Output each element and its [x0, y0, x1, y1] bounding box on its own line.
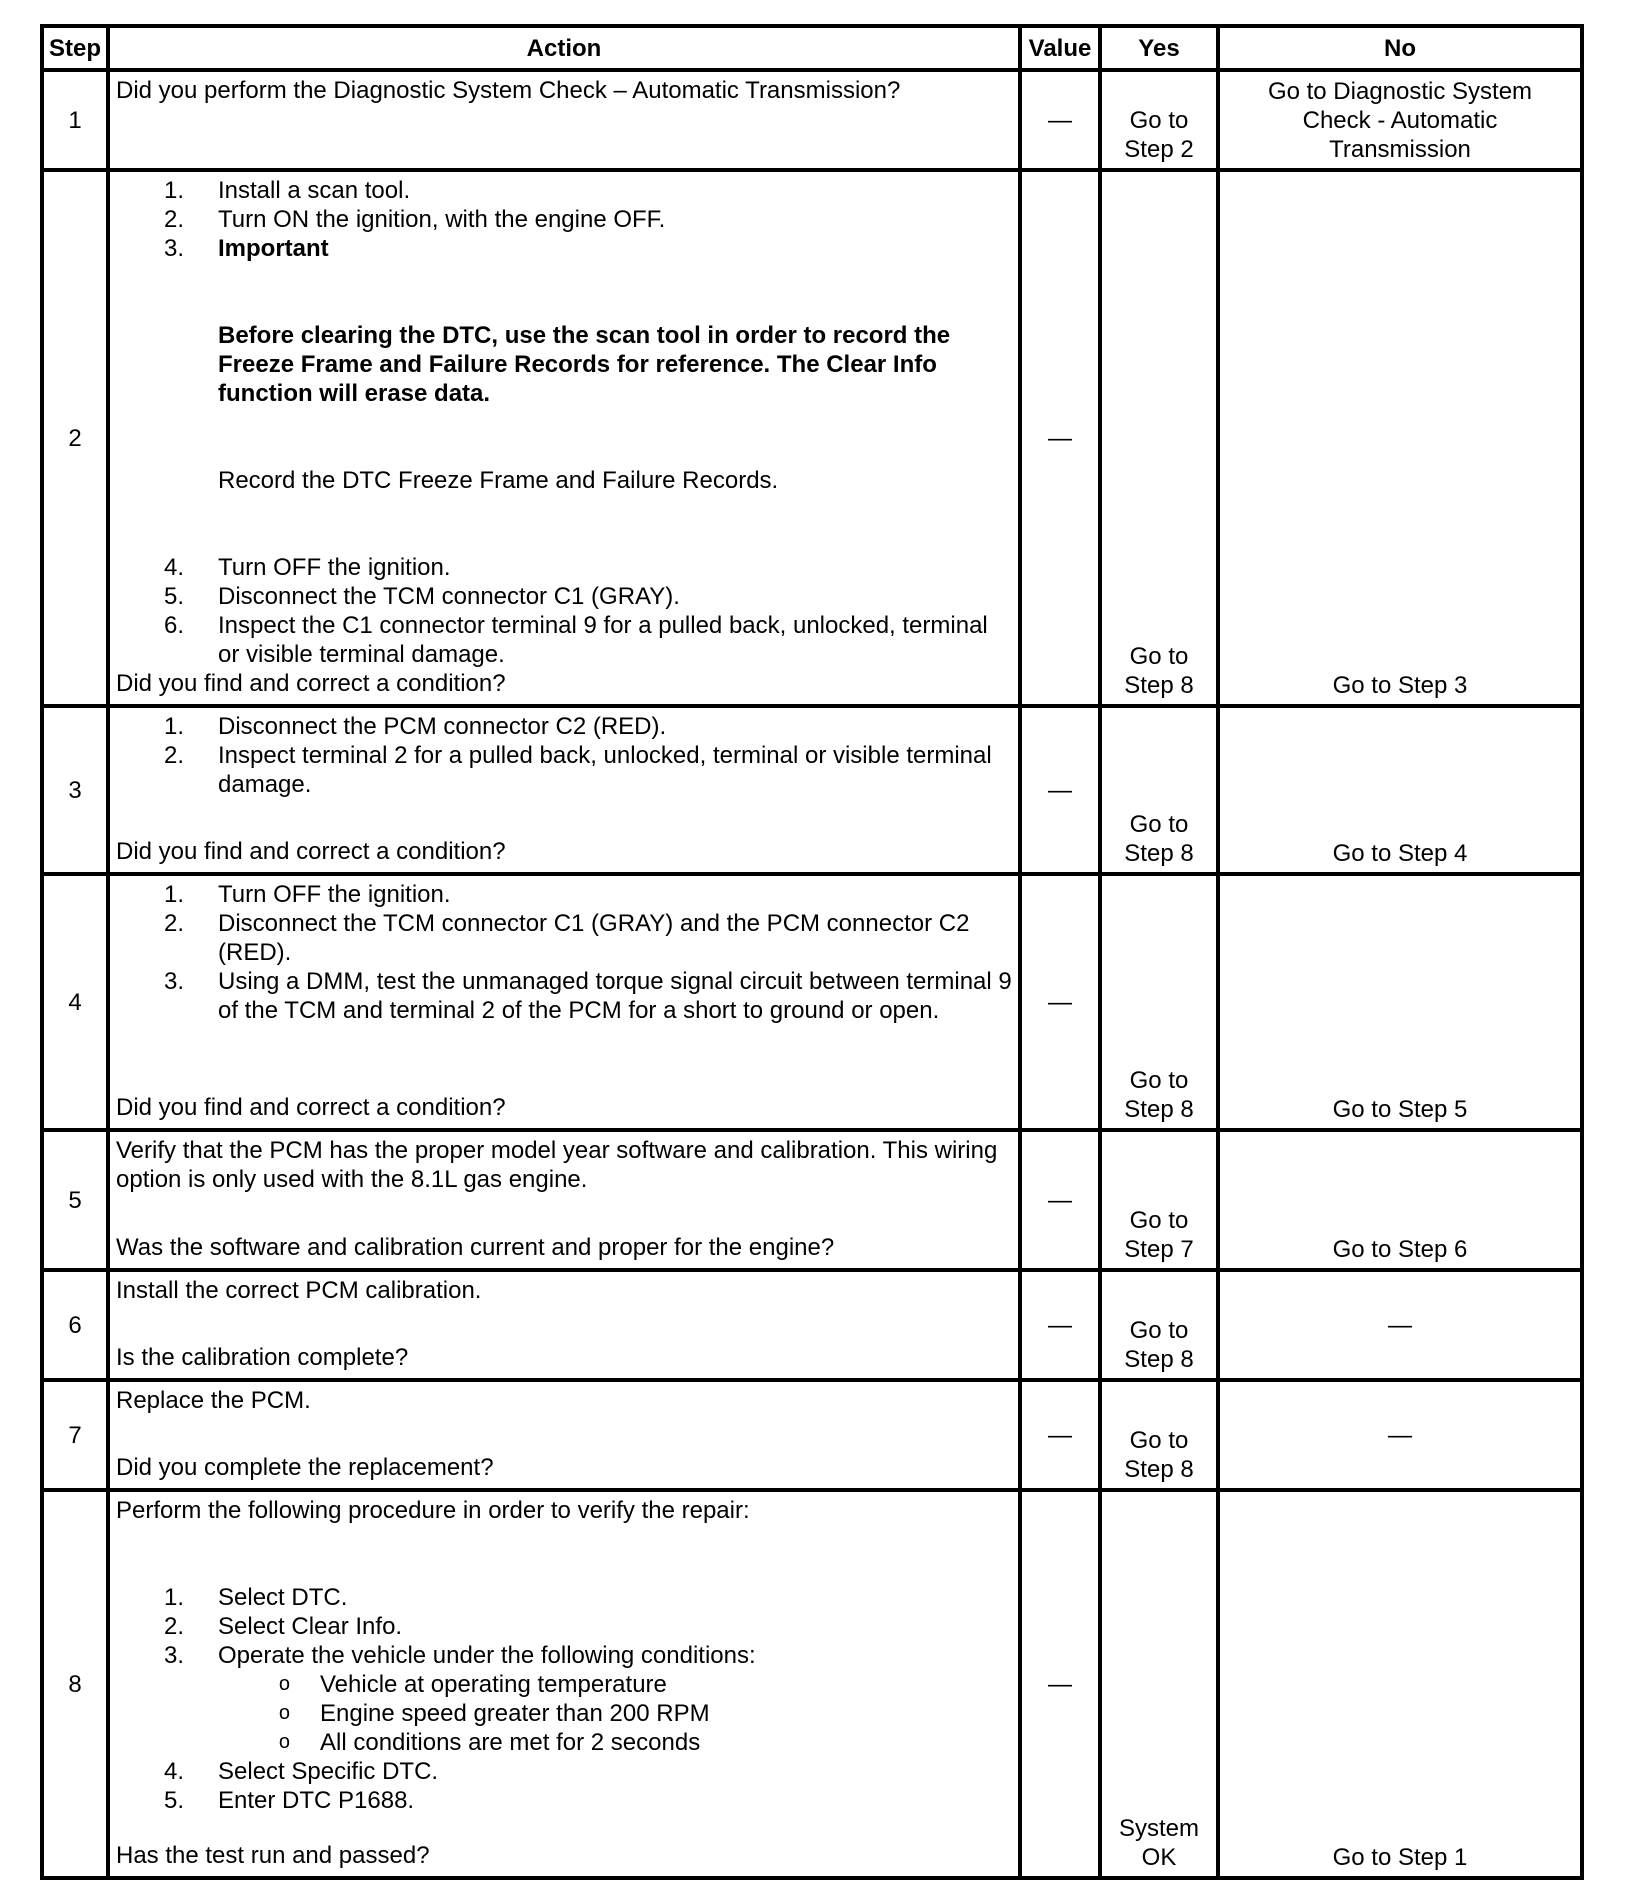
- bullet-icon: o: [278, 1673, 290, 1695]
- no-line: Go to Diagnostic System: [1267, 78, 1533, 105]
- procedure-list: [116, 1583, 1012, 1670]
- action-text: Perform the following procedure in order to verify the repair:: [116, 1497, 750, 1524]
- action-text: Verify that the PCM has the proper model year software and calibration. This wiring option is only used with the 8.1L gas engine.: [116, 1137, 998, 1193]
- yes-cell: [1100, 170, 1218, 706]
- action-question: Did you find and correct a condition?: [116, 838, 506, 865]
- action-question: Did you find and correct a condition?: [116, 670, 506, 697]
- yes-line: System: [1118, 1815, 1199, 1842]
- list-item: 2. Inspect terminal 2 for a pulled back, unlocked, terminal or visible terminal damage.: [163, 742, 992, 798]
- no-line: Go to Step 1: [1332, 1844, 1468, 1871]
- step-number: 8: [42, 1490, 108, 1878]
- action-question: Was the software and calibration current and proper for the engine?: [116, 1234, 835, 1261]
- yes-cell: [1100, 1270, 1218, 1380]
- no-cell: [1218, 1130, 1582, 1270]
- yes-line: Step 8: [1124, 1096, 1194, 1123]
- list-item: 2. Turn ON the ignition, with the engine OFF.: [163, 206, 666, 233]
- yes-line: Step 7: [1124, 1236, 1194, 1263]
- yes-cell: [1100, 70, 1218, 170]
- table-row: [42, 1270, 1582, 1380]
- no-cell: —: [1218, 1380, 1582, 1490]
- yes-line: Go to: [1129, 811, 1189, 838]
- list-item: 3. Important: [116, 234, 1012, 263]
- no-cell: —: [1218, 1270, 1582, 1380]
- value-cell: —: [1020, 1490, 1100, 1878]
- list-item: 1. Install a scan tool.: [163, 177, 411, 204]
- value-cell: —: [1020, 1130, 1100, 1270]
- action-cell: [108, 170, 1020, 706]
- yes-cell: [1100, 874, 1218, 1130]
- bullet-icon: o: [278, 1731, 290, 1753]
- table-row: [42, 1130, 1582, 1270]
- record-instruction: Record the DTC Freeze Frame and Failure Records.: [218, 467, 779, 494]
- list-item: 4. Select Specific DTC.: [163, 1758, 439, 1785]
- no-cell: [1218, 706, 1582, 874]
- step-number: 7: [42, 1380, 108, 1490]
- action-cell: [108, 1380, 1020, 1490]
- step-number: 1: [42, 70, 108, 170]
- table-row: [42, 1380, 1582, 1490]
- important-label: Important: [218, 235, 329, 262]
- list-item: o Engine speed greater than 200 RPM: [116, 1699, 1012, 1728]
- table-row: [42, 70, 1582, 170]
- action-question: Is the calibration complete?: [116, 1344, 409, 1371]
- action-cell: [108, 1490, 1020, 1878]
- value-cell: —: [1020, 874, 1100, 1130]
- action-cell: [108, 1270, 1020, 1380]
- yes-line: Go to: [1129, 1067, 1189, 1094]
- step-number: 6: [42, 1270, 108, 1380]
- yes-line: Step 8: [1124, 1346, 1194, 1373]
- no-line: Go to Step 5: [1332, 1096, 1468, 1123]
- list-item: o Vehicle at operating temperature: [116, 1670, 1012, 1699]
- action-cell: [108, 706, 1020, 874]
- action-question: Has the test run and passed?: [116, 1842, 430, 1869]
- no-cell: [1218, 70, 1582, 170]
- action-question: Did you perform the Diagnostic System Check – Automatic Transmission?: [116, 77, 901, 104]
- yes-line: OK: [1141, 1844, 1177, 1871]
- yes-line: Step 8: [1124, 672, 1194, 699]
- step-number: 5: [42, 1130, 108, 1270]
- yes-cell: [1100, 1130, 1218, 1270]
- list-item: 4. Turn OFF the ignition.: [163, 554, 451, 581]
- action-cell: [108, 70, 1020, 170]
- procedure-list: [116, 880, 1012, 1025]
- action-text: Install the correct PCM calibration.: [116, 1277, 482, 1304]
- procedure-list: [116, 176, 1012, 263]
- list-item: 1. Disconnect the PCM connector C2 (RED).: [163, 713, 667, 740]
- no-line: Go to Step 4: [1332, 840, 1468, 867]
- value-cell: —: [1020, 70, 1100, 170]
- action-question: Did you find and correct a condition?: [116, 1094, 506, 1121]
- no-cell: [1218, 1490, 1582, 1878]
- no-line: Check - Automatic: [1302, 107, 1498, 134]
- value-cell: —: [1020, 1270, 1100, 1380]
- step-number: 2: [42, 170, 108, 706]
- step-number: 4: [42, 874, 108, 1130]
- action-question: Did you complete the replacement?: [116, 1454, 494, 1481]
- table-row: [42, 874, 1582, 1130]
- diagnostic-document: [40, 24, 1580, 1871]
- list-item: 3. Operate the vehicle under the following conditions:: [163, 1642, 756, 1669]
- bullet-icon: o: [278, 1702, 290, 1724]
- action-cell: [108, 874, 1020, 1130]
- yes-line: Step 8: [1124, 1456, 1194, 1483]
- header-value: Value: [1020, 26, 1100, 70]
- no-cell: [1218, 874, 1582, 1130]
- list-item: 3. Using a DMM, test the unmanaged torque signal circuit between terminal 9 of the TCM and terminal 2 of the PCM for a short to ground or open.: [163, 968, 1012, 1024]
- table-row: [42, 170, 1582, 706]
- table-row: [42, 706, 1582, 874]
- header-action: Action: [108, 26, 1020, 70]
- action-text: Replace the PCM.: [116, 1387, 311, 1414]
- header-yes: Yes: [1100, 26, 1218, 70]
- list-item: 2. Select Clear Info.: [163, 1613, 403, 1640]
- action-cell: [108, 1130, 1020, 1270]
- step-number: 3: [42, 706, 108, 874]
- list-item: o All conditions are met for 2 seconds: [116, 1728, 1012, 1757]
- value-cell: —: [1020, 170, 1100, 706]
- no-line: Go to Step 6: [1332, 1236, 1468, 1263]
- header-no: No: [1218, 26, 1582, 70]
- yes-line: Go to: [1129, 1207, 1189, 1234]
- yes-line: Go to: [1129, 1427, 1189, 1454]
- yes-cell: [1100, 1380, 1218, 1490]
- no-line: Transmission: [1329, 136, 1471, 163]
- procedure-list: [116, 1757, 1012, 1815]
- important-note: Before clearing the DTC, use the scan tool in order to record the Freeze Frame and Failure Records for reference. The Clear Info function will erase data.: [218, 322, 951, 407]
- value-cell: —: [1020, 706, 1100, 874]
- list-item: 2. Disconnect the TCM connector C1 (GRAY) and the PCM connector C2 (RED).: [163, 910, 970, 966]
- list-item: 5. Disconnect the TCM connector C1 (GRAY).: [163, 583, 680, 610]
- yes-line: Go to: [1129, 643, 1189, 670]
- yes-line: Go to: [1129, 1317, 1189, 1344]
- yes-line: Step 8: [1124, 840, 1194, 867]
- table-row: [42, 1490, 1582, 1878]
- procedure-list: [116, 553, 1012, 669]
- yes-line: Step 2: [1124, 136, 1194, 163]
- no-cell: [1218, 170, 1582, 706]
- diagnostic-table: [40, 24, 1584, 1880]
- no-line: Go to Step 3: [1332, 672, 1468, 699]
- value-cell: —: [1020, 1380, 1100, 1490]
- list-item: 5. Enter DTC P1688.: [163, 1787, 415, 1814]
- list-item: 1. Turn OFF the ignition.: [163, 881, 451, 908]
- yes-cell: [1100, 1490, 1218, 1878]
- table-header-row: [42, 26, 1582, 70]
- condition-list: [116, 1670, 1012, 1757]
- yes-cell: [1100, 706, 1218, 874]
- yes-line: Go to: [1129, 107, 1189, 134]
- procedure-list: [116, 712, 1012, 799]
- list-item: 6. Inspect the C1 connector terminal 9 for a pulled back, unlocked, terminal or visible terminal damage.: [163, 612, 988, 668]
- header-step: Step: [42, 26, 108, 70]
- list-item: 1. Select DTC.: [163, 1584, 348, 1611]
